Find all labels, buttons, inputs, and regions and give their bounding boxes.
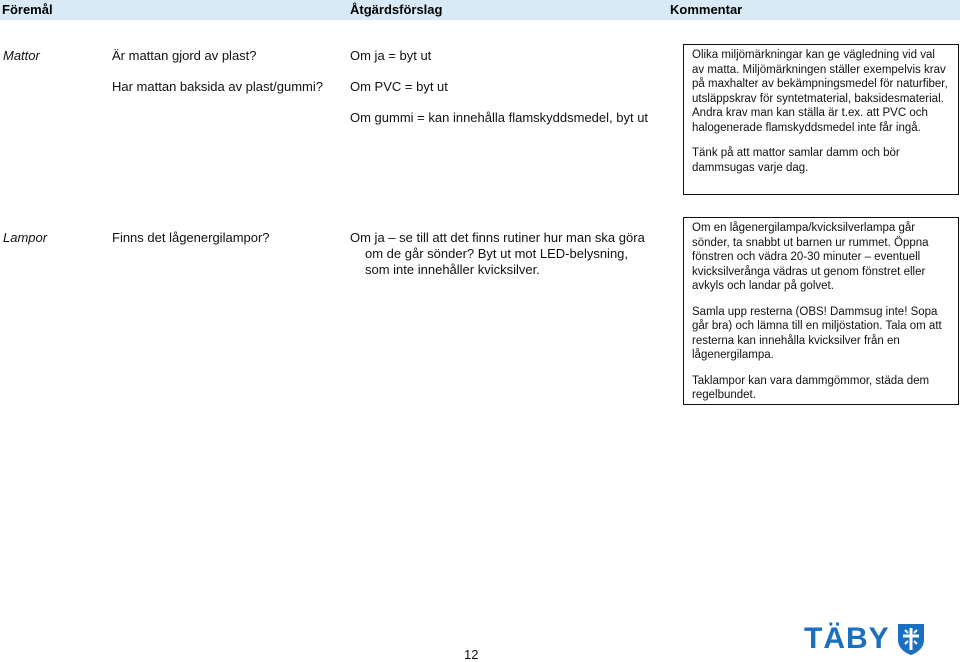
taby-logo — [804, 622, 926, 656]
header-atgardsforslag: Åtgärdsförslag — [350, 2, 443, 17]
row-action: som inte innehåller kvicksilver. — [365, 262, 540, 277]
row-category: Mattor — [3, 48, 40, 63]
row-action: Om PVC = byt ut — [350, 79, 448, 94]
page-number: 12 — [464, 647, 479, 662]
comment-paragraph: Samla upp resterna (OBS! Dammsug inte! Sopa går bra) och lämna till en miljöstation. Tala om att resterna kan innehålla kvicksilver från en lågenergilampa. — [692, 305, 942, 361]
row-question: Är mattan gjord av plast? — [112, 48, 257, 63]
comment-box — [683, 217, 959, 405]
comment-box — [683, 44, 959, 195]
row-question: Finns det lågenergilampor? — [112, 230, 270, 245]
header-kommentar: Kommentar — [670, 2, 743, 17]
comment-paragraph: Taklampor kan vara dammgömmor, städa dem regelbundet. — [692, 374, 930, 401]
logo-text: TÄBY — [804, 622, 890, 655]
table-header — [0, 0, 960, 20]
row-action: Om ja = byt ut — [350, 48, 432, 63]
comment-paragraph: Olika miljömärkningar kan ge vägledning vid val av matta. Miljömärkningen ställer exempelvis krav på maxhalter av bekämpningsmedel för naturfiber, utsläppskrav för syntetmaterial, baksidesmaterial. Andra krav man kan ställa är t.ex. att PVC och halogenerade flamskyddsmedel inte får ingå. — [692, 49, 948, 134]
row-action: om de går sönder? Byt ut mot LED-belysning, — [365, 246, 629, 261]
row-action: Om gummi = kan innehålla flamskyddsmedel, byt ut — [350, 110, 649, 125]
header-foremal: Föremål — [2, 2, 53, 17]
row-action: Om ja – se till att det finns rutiner hur man ska göra — [350, 230, 645, 245]
comment-paragraph: Tänk på att mattor samlar damm och bör dammsugas varje dag. — [692, 147, 900, 174]
taby-crest-icon — [896, 622, 926, 656]
comment-paragraph: Om en lågenergilampa/kvicksilverlampa går sönder, ta snabbt ut barnen ur rummet. Öppna fönstren och vädra 20-30 minuter – eventuell kvicksilverånga vädras ut genom fönstret eller avkyls och landar på golvet. — [692, 222, 929, 292]
row-question: Har mattan baksida av plast/gummi? — [112, 79, 323, 94]
row-category: Lampor — [3, 230, 48, 245]
